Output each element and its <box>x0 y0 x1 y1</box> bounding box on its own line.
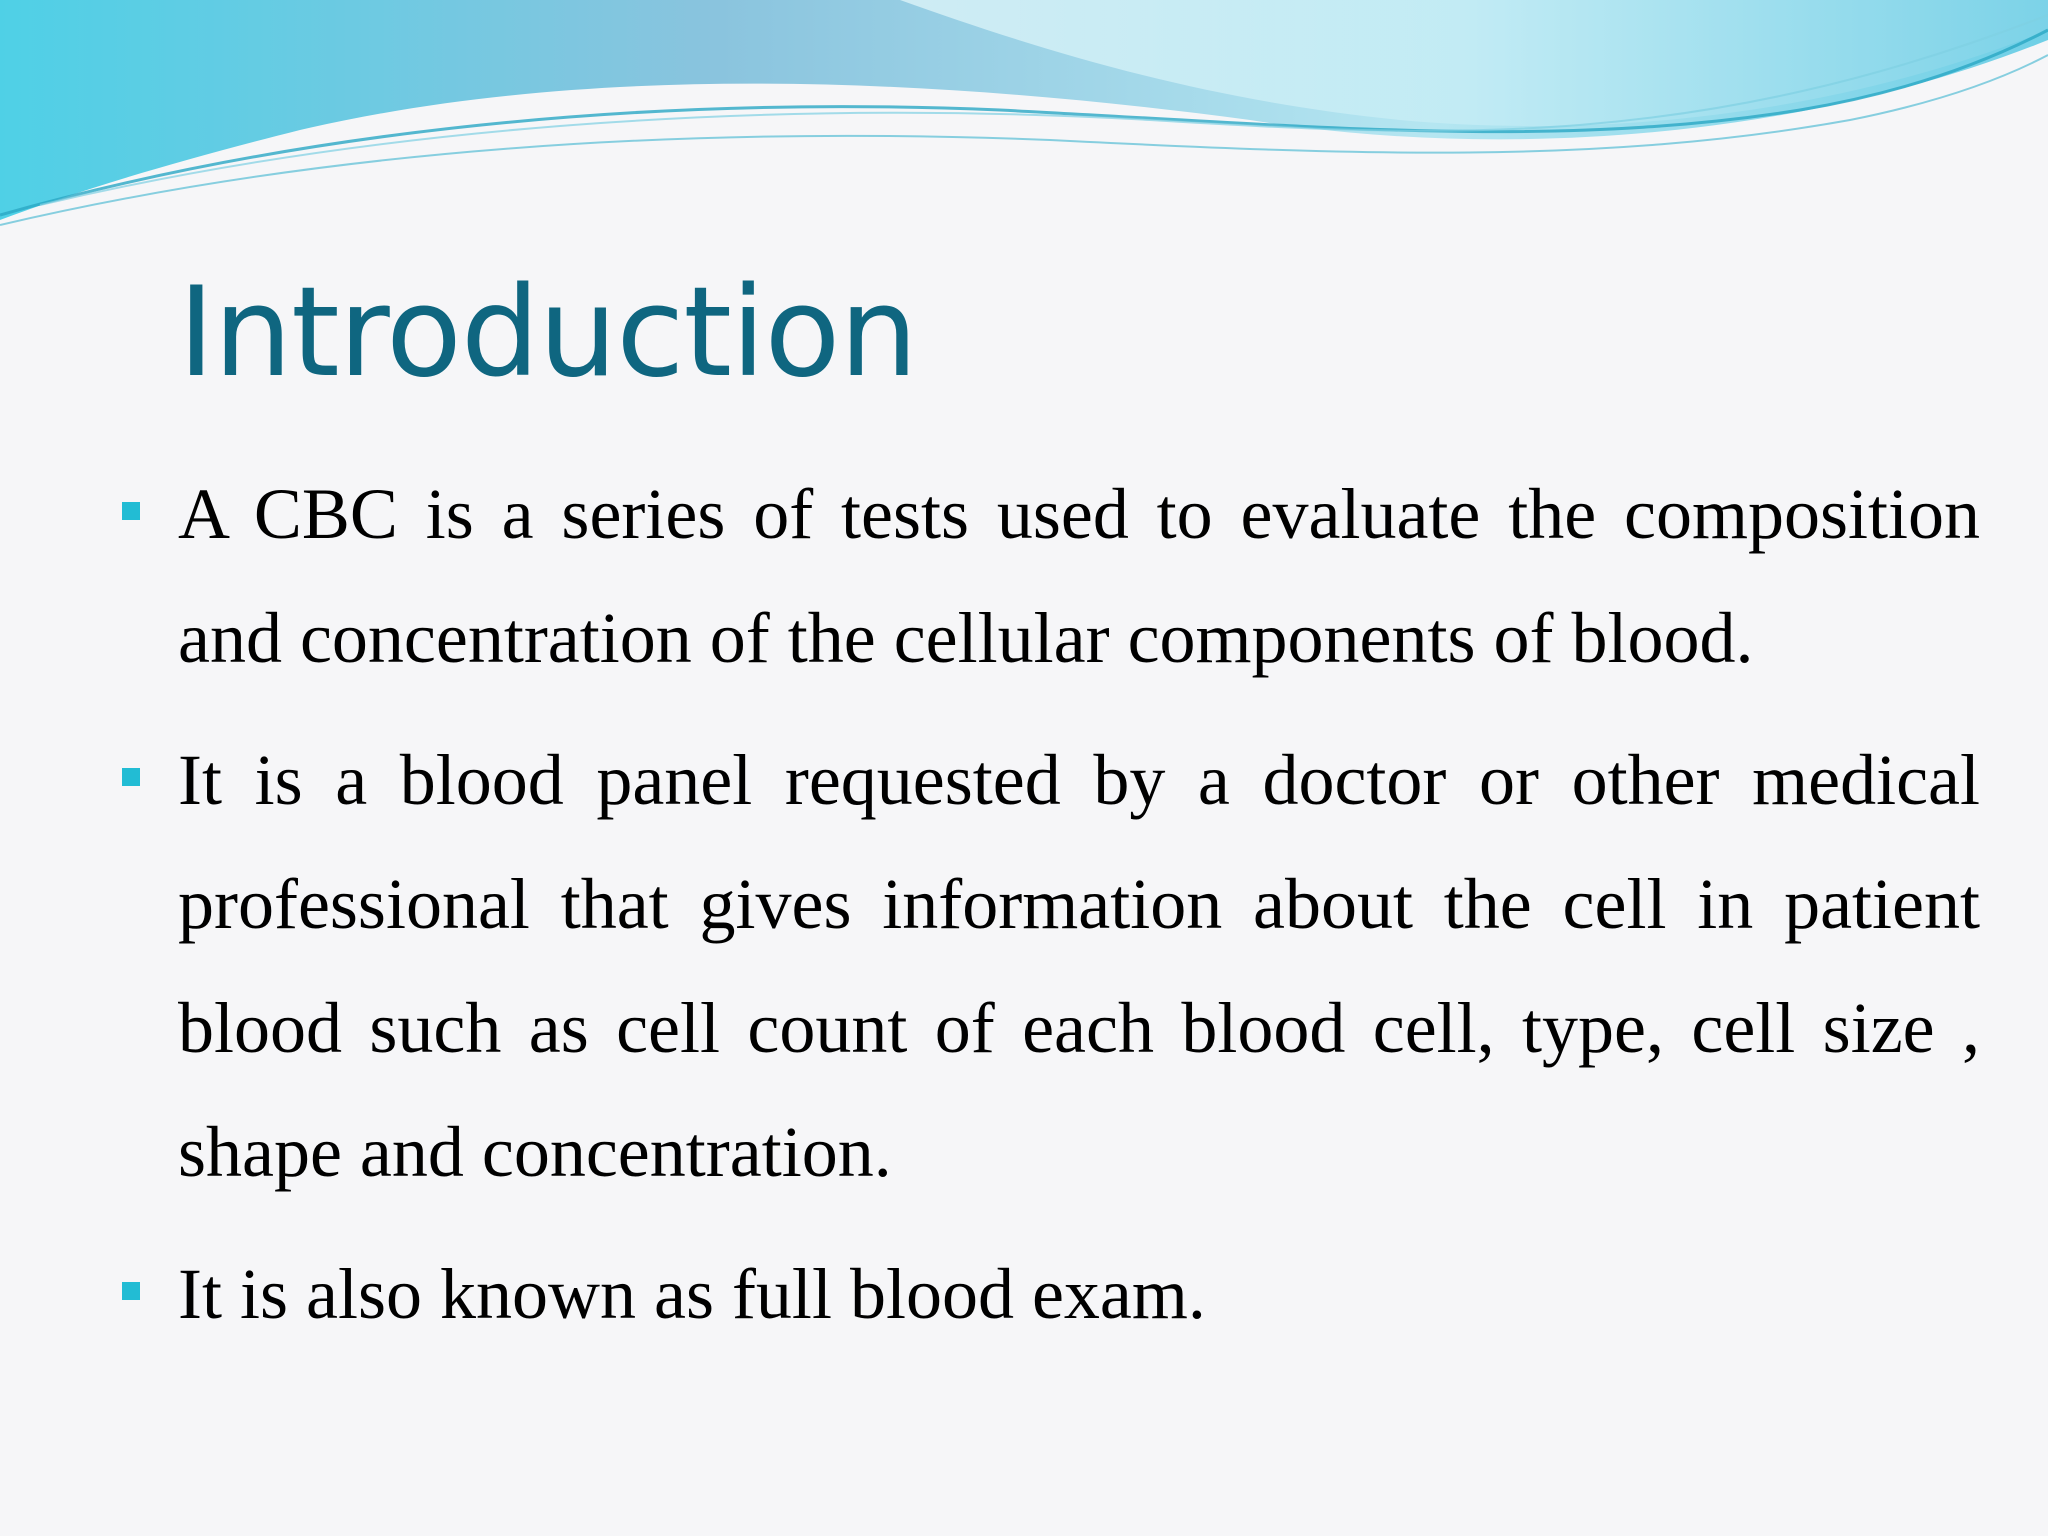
bullet-item <box>178 1232 1980 1356</box>
slide-title: Introduction <box>178 261 917 405</box>
square-bullet-icon <box>122 502 140 520</box>
square-bullet-icon <box>122 768 140 786</box>
header-wave-decoration <box>0 0 2048 240</box>
bullet-text: A CBC is a series of tests used to evaluate the composition and concentration of the cellular components of blood. <box>178 474 1980 678</box>
square-bullet-icon <box>122 1282 140 1300</box>
bullet-list <box>178 452 1980 1374</box>
bullet-text: It is a blood panel requested by a doctor or other medical professional that gives information about the cell in patient blood such as cell count of each blood cell, type, cell size , shape and concentration. <box>178 740 1980 1192</box>
bullet-item <box>178 452 1980 700</box>
bullet-text: It is also known as full blood exam. <box>178 1254 1206 1334</box>
bullet-item <box>178 718 1980 1214</box>
